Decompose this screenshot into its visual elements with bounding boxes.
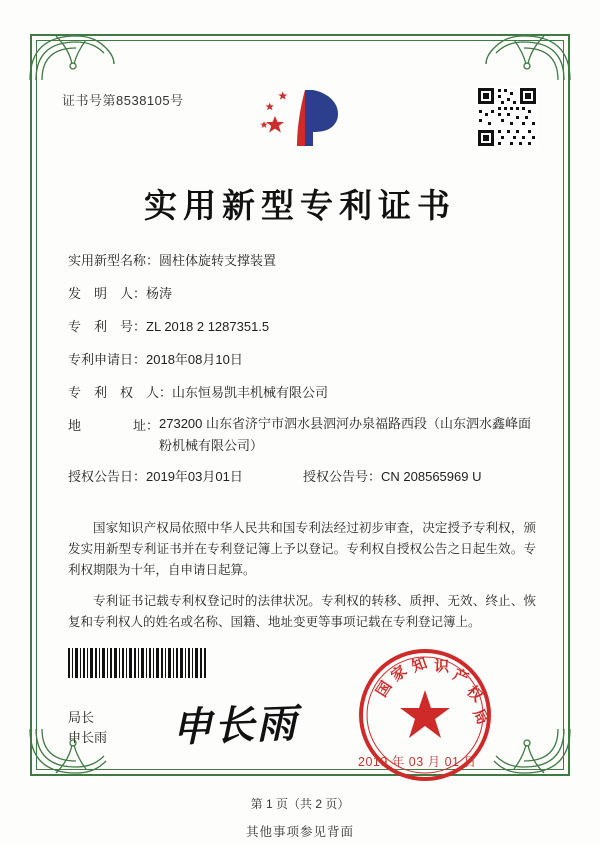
field-value: 273200 山东省济宁市泗水县泗河办泉福路西段（山东泗水鑫峰面粉机械有限公司） <box>159 416 532 453</box>
field-label: 专 利 号： <box>68 319 147 334</box>
field-label: 专利申请日： <box>68 352 147 367</box>
field-value: 圆柱体旋转支撑装置 <box>159 253 277 268</box>
field-value: 2018年08月10日 <box>146 352 243 367</box>
field-value: CN 208565969 U <box>381 469 482 484</box>
field-label: 发 明 人： <box>68 286 147 301</box>
seal-date: 2019 年 03 月 01 日 <box>358 755 477 769</box>
page-number: 第 1 页（共 2 页） <box>250 797 350 811</box>
field-grant-publication-number <box>303 464 538 490</box>
field-label: 实用新型名称： <box>68 253 160 268</box>
field-application-date <box>68 347 538 373</box>
barcode-icon <box>68 648 206 678</box>
page-title: 实用新型专利证书 <box>144 186 456 225</box>
field-patentee <box>68 380 538 406</box>
field-label: 专 利 权 人： <box>68 385 173 400</box>
qr-code-icon <box>476 86 538 148</box>
footer-note: 其他事项参见背面 <box>245 825 354 839</box>
director-title-line1: 局长 <box>68 710 95 725</box>
svg-text:权: 权 <box>463 681 487 706</box>
field-list <box>68 248 538 497</box>
director-handwritten-signature: 申长雨 <box>171 699 299 752</box>
field-value: 山东恒易凯丰机械有限公司 <box>172 385 329 400</box>
field-label: 授权公告日： <box>68 469 147 484</box>
field-inventor <box>68 281 538 307</box>
field-patent-number <box>68 314 538 340</box>
field-address <box>68 413 538 457</box>
director-title <box>68 708 107 748</box>
field-label: 地 址： <box>68 418 160 433</box>
svg-text:知: 知 <box>409 653 430 676</box>
svg-text:国: 国 <box>372 677 396 701</box>
field-grant-row <box>68 464 538 490</box>
field-value: 杨涛 <box>146 286 173 301</box>
certificate-number: 证书号第8538105号 <box>62 93 184 108</box>
field-grant-date <box>68 464 303 490</box>
field-utility-model-name <box>68 248 538 274</box>
svg-text:家: 家 <box>387 661 411 686</box>
director-title-line2: 申长雨 <box>68 730 108 745</box>
svg-text:产: 产 <box>450 665 472 688</box>
field-value: ZL 2018 2 1287351.5 <box>146 319 270 334</box>
legal-paragraph-2: 专利证书记载专利权登记时的法律状况。专利权的转移、质押、无效、终止、恢复和专利权人的姓名或名称、国籍、地址变更等事项记载在专利登记簿上。 <box>68 594 536 629</box>
patent-emblem-icon <box>245 82 355 154</box>
svg-text:识: 识 <box>433 657 450 676</box>
legal-text <box>68 518 536 643</box>
svg-text:局: 局 <box>469 705 493 728</box>
legal-paragraph-1: 国家知识产权局依照中华人民共和国专利法经过初步审查，决定授予专利权，颁发实用新型专利证书并在专利登记簿上予以登记。专利权自授权公告之日起生效。专利权期限为十年，自申请日起算。 <box>68 521 536 577</box>
field-value: 2019年03月01日 <box>146 469 243 484</box>
field-label: 授权公告号： <box>303 469 382 484</box>
